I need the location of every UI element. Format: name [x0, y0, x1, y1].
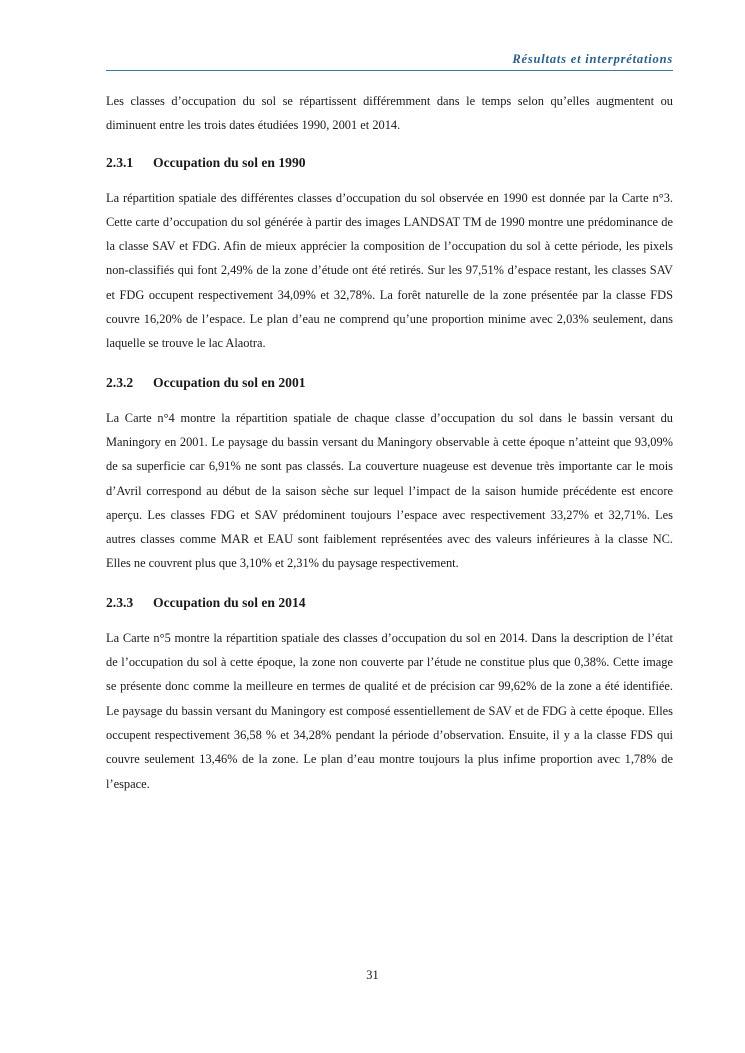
page-number: 31 — [366, 968, 379, 982]
section-title: Occupation du sol en 2014 — [153, 594, 306, 610]
section-heading-2001 — [106, 372, 673, 394]
section-title: Occupation du sol en 2001 — [153, 374, 306, 390]
page-body — [106, 89, 673, 796]
section-title: Occupation du sol en 1990 — [153, 154, 306, 170]
intro-paragraph: Les classes d’occupation du sol se répartissent différemment dans le temps selon qu’elles augmentent ou diminuent entre les trois dates étudiées 1990, 2001 et 2014. — [106, 94, 673, 133]
section-number: 2.3.1 — [106, 154, 134, 170]
section-heading-1990 — [106, 152, 673, 174]
header-rule — [106, 70, 673, 71]
section-paragraph-1990: La répartition spatiale des différentes classes d’occupation du sol observée en 1990 est donnée par la Carte n°3. Cette carte d’occupation du sol générée à partir des images LANDSAT TM de 1990 montre une prédominance de la classe SAV et FDG. Afin de mieux apprécier la composition de l’occupation du sol à cette période, les pixels non-classifiés qui font 2,49% de la zone d’étude ont été retirés. Sur les 97,51% d’espace restant, les classes SAV et FDG occupent respectivement 34,09% et 32,78%. La forêt naturelle de la zone présentée par la classe FDS couvre 16,20% de l’espace. Le plan d’eau ne comprend qu’une proportion minime avec 2,03% seulement, dans laquelle se trouve le lac Alaotra. — [106, 190, 673, 351]
running-header: Résultats et interprétations — [512, 52, 673, 66]
section-number: 2.3.3 — [106, 594, 134, 610]
section-number: 2.3.2 — [106, 374, 134, 390]
section-heading-2014 — [106, 592, 673, 614]
section-paragraph-2014: La Carte n°5 montre la répartition spatiale des classes d’occupation du sol en 2014. Dans la description de l’état de l’occupation du sol à cette époque, la zone non couverte par l’étude ne constitue plus que 0,38%. Cette image se présente donc comme la meilleure en termes de qualité et de précision car 99,62% de la zone a été identifiée. Le paysage du bassin versant du Maningory est composé essentiellement de SAV et de FDG à cette époque. Elles occupent respectivement 36,58 % et 34,28% pendant la période d’observation. Ensuite, il y a la classe FDS qui couvre seulement 13,46% de la zone. Le plan d’eau montre toujours la plus infime proportion avec 1,78% de l’espace. — [106, 630, 673, 791]
section-paragraph-2001: La Carte n°4 montre la répartition spatiale de chaque classe d’occupation du sol dans le bassin versant du Maningory en 2001. Le paysage du bassin versant du Maningory observable à cette époque n’atteint que 93,09% de sa superficie car 6,91% ne sont pas classés. La couverture nuageuse est devenue très importante car le mois d’Avril correspond au début de la saison sèche sur lequel l’impact de la saison humide précédente est encore aperçu. Les classes FDG et SAV prédominent toujours l’espace avec respectivement 33,27% et 32,71%. Les autres classes comme MAR et EAU sont faiblement représentées avec des valeurs inférieures à la classe NC. Elles ne couvrent plus que 3,10% et 2,31% du paysage respectivement. — [106, 410, 673, 571]
